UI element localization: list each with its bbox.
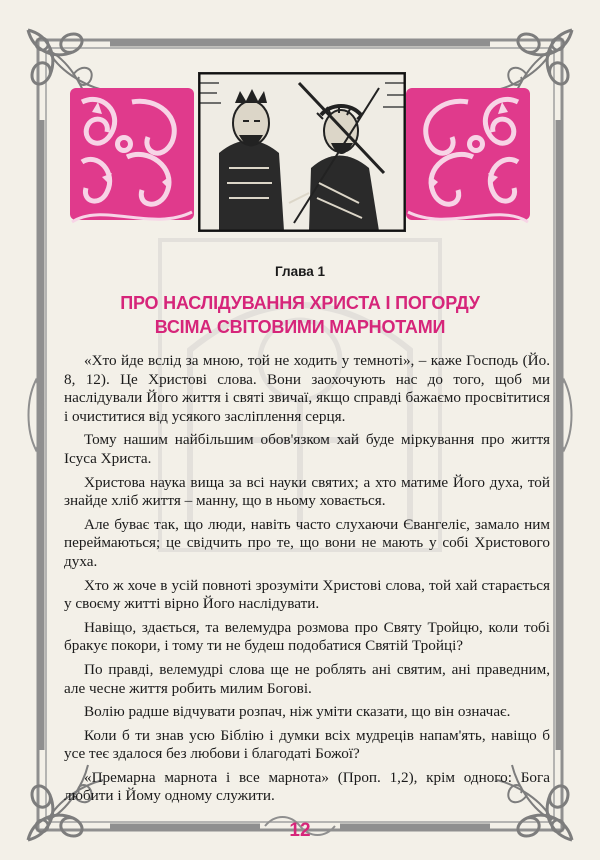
paragraph: По правді, велемудрі слова ще не роблять ані святим, ані праведним, але чесне життя робить милим Богові. — [64, 660, 550, 697]
chapter-title-line-2: ВСІМА СВІТОВИМИ МАРНОТАМИ — [154, 317, 446, 337]
paragraph: Але буває так, що люди, навіть часто слухаючи Євангеліє, замало ним переймаються; це свідчить про те, що вони не мають у собі Христового духа. — [64, 515, 550, 570]
chapter-title-line-1: ПРО НАСЛІДУВАННЯ ХРИСТА І ПОГОРДУ — [120, 293, 480, 313]
header-illustration — [62, 72, 538, 232]
paragraph: Христова наука вища за всі науки святих; а хто матиме Його духа, той знайде хліб життя – манну, що в ньому ховається. — [64, 473, 550, 510]
paragraph: Тому нашим найбільшим обов'язком хай буде міркування про життя Ісуса Христа. — [64, 431, 550, 467]
body-text — [64, 352, 550, 811]
chapter-label: Глава 1 — [275, 264, 325, 279]
paragraph: Волію радше відчувати розпач, ніж уміти сказати, що він означає. — [84, 703, 511, 721]
paragraph: «Премарна марнота і все марнота» (Проп. 1,2), крім одного: Бога любити і Йому одному служити. — [64, 768, 550, 805]
chapter-title — [0, 291, 600, 339]
woodcut-engraving-illustration — [198, 72, 406, 232]
paragraph: Навіщо, здається, та велемудра розмова про Святу Тройцю, коли тобі бракує покори, і тому ти не будеш подобатися Святій Тройці? — [64, 618, 550, 655]
paragraph: Хто ж хоче в усій повноті зрозуміти Христові слова, той хай старається у своєму житті вірно Його наслідувати. — [64, 576, 550, 613]
floral-initial-ornament-icon — [398, 82, 538, 227]
paragraph: Коли б ти знав усю Біблію і думки всіх мудреців напам'ять, навіщо б усе теє здалося без любови і благодаті Божої? — [64, 726, 550, 763]
paragraph: «Хто йде вслід за мною, той не ходить у темноті», – каже Господь (Йо. 8, 12). Це Христові слова. Вони заохочують нас до того, щоб ми наслідували Його життя і святі звичаї, якщо справді бажаємо просвітитися і очиститися від усякого засліплення серця. — [64, 352, 550, 425]
page-number: 12 — [289, 820, 311, 841]
floral-initial-ornament-icon — [62, 82, 202, 227]
